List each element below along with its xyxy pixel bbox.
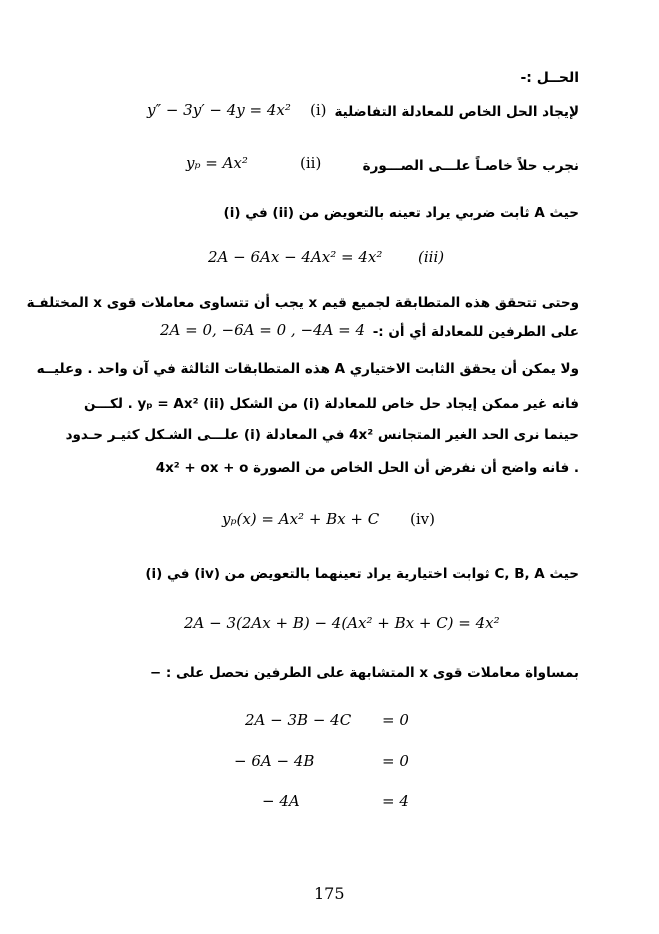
equation-ii: yₚ = Ax² (186, 154, 248, 172)
system-lhs-1: 2A − 3B − 4C (245, 711, 352, 729)
page-number: 175 (314, 884, 345, 903)
para-line-3: ولا يمكن أن يحقق الثابت الاختياري A هذه المتطابقات الثالثة في آن واحد . وعليــه (36, 361, 579, 377)
intro-text: لإيجاد الحل الخاص للمعادلة التفاضلية (334, 104, 579, 120)
para-line-5: حينما نرى الحد الغير المتجانس 4x² في المعادلة (i) علـــى الشـكل كثيـر حـدود (65, 427, 579, 443)
equation-i: y″ − 3y′ − 4y = 4x² (147, 101, 291, 119)
section-heading: الحــل :- (520, 70, 579, 86)
para-line-4: فانه غير ممكن إيجاد حل خاص للمعادلة (i) من الشكل (ii) yₚ = Ax² . لكـــن (83, 396, 579, 412)
system-rhs-1: = 0 (382, 711, 409, 729)
system-lhs-3: − 4A (262, 792, 300, 810)
where-line-2: حيث C, B, A ثوابت اختيارية يراد تعينهما بالتعويض من (iv) في (i) (145, 566, 579, 582)
system-lhs-2: − 6A − 4B (234, 752, 315, 770)
equation-iv-tag: (iv) (410, 510, 435, 528)
equate-line: بمساواة معاملات قوى x المتشابهة على الطرفين نحصل على : − (149, 665, 579, 681)
trial-text: نجرب حلاً خاصـاً علـــى الصـــورة (362, 158, 579, 174)
equation-ii-tag: (ii) (300, 154, 322, 172)
where-line: حيث A ثابت ضربي يراد تعينه بالتعويض من (ii) في (i) (223, 205, 579, 221)
para-line-6: 4x² + ox + o فانه واضح أن نفرض أن الحل الخاص من الصورة . (155, 460, 579, 476)
para-line-2: على الطرفين للمعادلة أي أن :- (372, 324, 579, 340)
coeff-conditions: 2A = 0, −6A = 0 , −4A = 4 (160, 321, 366, 339)
equation-iii-tag: (iii) (418, 248, 445, 266)
equation-iv: yₚ(x) = Ax² + Bx + C (222, 510, 380, 528)
para-line-1: وحتى تتحقق هذه المتطابقة لجميع قيم x يجب أن تتساوى معاملات قوى x المختلفـة (26, 295, 579, 311)
substituted-equation: 2A − 3(2Ax + B) − 4(Ax² + Bx + C) = 4x² (184, 614, 500, 632)
equation-iii: 2A − 6Ax − 4Ax² = 4x² (208, 248, 383, 266)
system-rhs-2: = 0 (382, 752, 409, 770)
equation-i-tag: (i) (310, 101, 327, 119)
system-rhs-3: = 4 (382, 792, 409, 810)
